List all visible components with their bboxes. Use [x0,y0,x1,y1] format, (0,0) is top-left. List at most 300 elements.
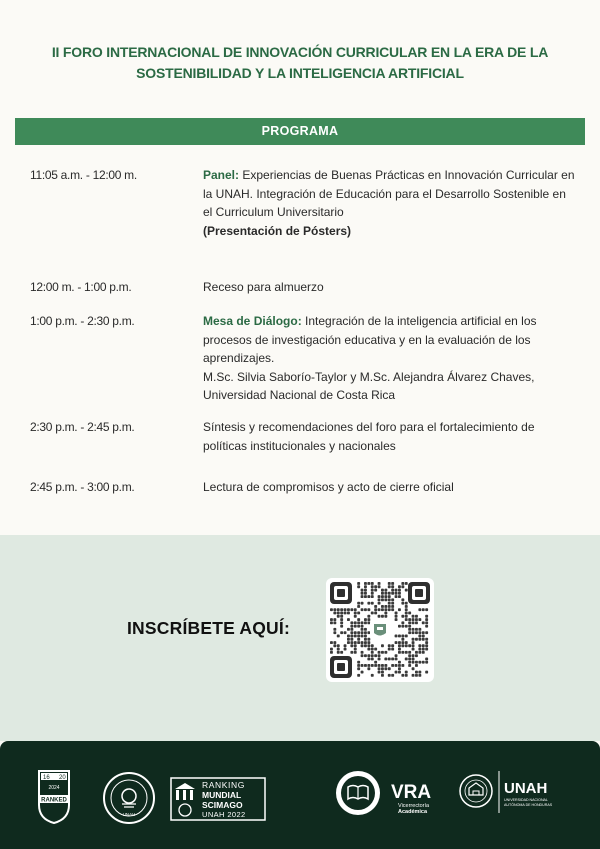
qr-module [333,628,336,631]
qr-module [388,602,391,605]
qr-module [361,625,364,628]
qr-module [401,598,404,601]
qr-module [391,582,394,585]
qr-module [412,654,415,657]
qr-module [422,661,425,664]
schedule-description [203,166,578,240]
qr-module [357,612,360,615]
qr-module [388,582,391,585]
qr-module [398,671,401,674]
qr-module [415,628,418,631]
qr-module [367,664,370,667]
qr-module [418,631,421,634]
qr-module [401,635,404,638]
qr-module [415,615,418,618]
qr-module [395,589,398,592]
unah-line-1: UNIVERSIDAD NACIONAL [504,798,548,802]
qr-module [408,651,411,654]
qr-module [401,585,404,588]
qr-module [408,618,411,621]
qr-module [374,648,377,651]
schedule-time: 12:00 m. - 1:00 p.m. [30,280,132,294]
qr-module [354,621,357,624]
qr-module [384,615,387,618]
qr-module [340,615,343,618]
qr-module [330,648,333,651]
qr-module [425,638,428,641]
qr-module [398,625,401,628]
qr-module [408,621,411,624]
qr-module [364,654,367,657]
qr-module [378,602,381,605]
qr-module [408,658,411,661]
qr-module [364,608,367,611]
qr-module [405,674,408,677]
qr-module [361,654,364,657]
registration-section [0,535,600,741]
qr-module [391,658,394,661]
qr-module [350,641,353,644]
qr-module [401,615,404,618]
qr-module [405,582,408,585]
qr-module [408,625,411,628]
registration-qr-code[interactable] [326,578,434,682]
qr-module [384,605,387,608]
qr-module [337,635,340,638]
qr-module [337,648,340,651]
qr-module [347,641,350,644]
scimago-line-4: UNAH 2022 [202,810,246,819]
qr-module [340,625,343,628]
qr-module [350,631,353,634]
qr-module [405,605,408,608]
qr-module [347,628,350,631]
qr-module [395,641,398,644]
qr-module [364,621,367,624]
qr-module [357,631,360,634]
qr-module [405,615,408,618]
scimago-ranking-logo [170,777,266,821]
qr-module [395,654,398,657]
qr-module [361,644,364,647]
qr-module [395,612,398,615]
qr-module [418,674,421,677]
qr-module [340,612,343,615]
qr-module [357,582,360,585]
qr-module [418,618,421,621]
qr-module [361,641,364,644]
qr-module [381,595,384,598]
qr-module [337,608,340,611]
qr-module [357,641,360,644]
schedule-description [203,418,578,455]
qr-module [398,648,401,651]
qr-module [344,648,347,651]
qr-module [350,625,353,628]
qr-module [333,612,336,615]
qr-module [418,648,421,651]
qr-module [408,631,411,634]
qr-module [401,625,404,628]
ranked-badge-text: RANKED [41,797,67,804]
qr-module [364,592,367,595]
qr-module [364,641,367,644]
qr-module [391,592,394,595]
schedule-time: 11:05 a.m. - 12:00 m. [30,168,137,182]
qr-module [425,658,428,661]
qr-module [354,612,357,615]
qr-module [354,651,357,654]
qr-module [395,592,398,595]
qr-module [371,592,374,595]
qr-module [330,608,333,611]
qr-module [405,602,408,605]
qr-module [337,651,340,654]
qr-module [367,667,370,670]
session-text: Integración de la inteligencia artificial en los procesos de investigación educativa y en la evaluación de los aprendizajes. [203,314,537,365]
qr-module [408,664,411,667]
qr-module [412,658,415,661]
qr-module [381,644,384,647]
qr-module [422,608,425,611]
qr-module [381,664,384,667]
vra-acronym: VRA [391,782,432,803]
qr-module [422,644,425,647]
qr-module [347,638,350,641]
qr-module [354,631,357,634]
qr-module [347,618,350,621]
qr-module [344,608,347,611]
qr-module [361,608,364,611]
qr-module [422,648,425,651]
qr-module [381,598,384,601]
qr-module [391,598,394,601]
qr-module [374,605,377,608]
qr-module [422,631,425,634]
qr-module [381,608,384,611]
qr-module [388,595,391,598]
qr-module [384,651,387,654]
qr-module [398,664,401,667]
qr-module [412,638,415,641]
qr-module [422,635,425,638]
qr-module [378,667,381,670]
qr-module [398,651,401,654]
qr-module [398,595,401,598]
qr-module [384,598,387,601]
schedule-description [203,312,578,405]
schedule-description [203,478,578,497]
qr-module [388,648,391,651]
qr-module [425,615,428,618]
qr-module [381,667,384,670]
qr-module [357,664,360,667]
qr-module [395,635,398,638]
qr-module [357,605,360,608]
qr-module [361,651,364,654]
qr-module [367,582,370,585]
qr-module [384,592,387,595]
qr-module [418,608,421,611]
qr-module [364,628,367,631]
qr-module [350,635,353,638]
qr-module [344,612,347,615]
qr-module [425,625,428,628]
qr-module [405,635,408,638]
qr-module [371,674,374,677]
qr-module [388,605,391,608]
qr-module [398,635,401,638]
qr-module [374,661,377,664]
qr-module [415,638,418,641]
qr-module [425,608,428,611]
qr-module [357,674,360,677]
qr-module [357,585,360,588]
qr-module [361,664,364,667]
qr-module [395,671,398,674]
qr-module [381,674,384,677]
qr-module [425,661,428,664]
qr-module [384,658,387,661]
qr-module [354,608,357,611]
qr-module [374,608,377,611]
qr-module [357,621,360,624]
qr-module [347,608,350,611]
qr-module [401,621,404,624]
qr-module [391,589,394,592]
qr-module [357,635,360,638]
qr-module [391,648,394,651]
qr-module [391,674,394,677]
qr-module [391,608,394,611]
qr-module [384,608,387,611]
qr-module [330,621,333,624]
qr-module [333,608,336,611]
session-text: Experiencias de Buenas Prácticas en Innovación Curricular en la UNAH. Integración de Educación para el Desarrollo Sostenible en el Curriculum Universitario [203,168,575,219]
qr-module [412,618,415,621]
qr-module [381,651,384,654]
qr-finder-bottom-left [330,656,352,678]
registration-label: INSCRÍBETE AQUÍ: [127,618,290,638]
qr-module [378,608,381,611]
qr-module [412,641,415,644]
qr-module [364,631,367,634]
qr-module [340,618,343,621]
qr-module [367,644,370,647]
schedule-time: 1:00 p.m. - 2:30 p.m. [30,314,135,328]
qr-module [398,592,401,595]
title-line-1: II FORO INTERNACIONAL DE INNOVACIÓN CURRICULAR EN LA ERA DE LA [51,44,549,60]
qr-module [425,618,428,621]
qr-module [364,638,367,641]
qr-module [401,582,404,585]
qr-module [357,661,360,664]
qr-module [361,602,364,605]
qr-module [364,644,367,647]
qr-module [412,667,415,670]
qr-module [333,644,336,647]
qr-module [330,651,333,654]
qr-module [384,589,387,592]
qr-module [361,589,364,592]
qr-module [415,621,418,624]
qr-module [405,658,408,661]
session-text: Receso para almuerzo [203,280,324,294]
qr-module [361,635,364,638]
qr-module [378,671,381,674]
qr-module [371,589,374,592]
schedule-description [203,278,578,297]
ranked-badge-years-left: 16 [43,775,50,781]
qr-module [337,615,340,618]
qr-module [371,612,374,615]
qr-module [330,641,333,644]
qr-module [408,654,411,657]
qr-module [367,621,370,624]
qr-module [364,582,367,585]
qr-module [340,608,343,611]
qr-module [374,654,377,657]
qr-module [357,602,360,605]
qr-module [388,674,391,677]
qr-module [398,589,401,592]
qr-module [384,664,387,667]
qr-module [378,651,381,654]
qr-module [371,582,374,585]
qr-module [398,641,401,644]
qr-module [384,612,387,615]
qr-module [418,628,421,631]
qr-module [364,585,367,588]
qr-module [378,598,381,601]
qr-module [388,598,391,601]
qr-module [401,602,404,605]
qr-module [418,644,421,647]
qr-module [395,658,398,661]
qr-module [415,661,418,664]
qr-module [378,615,381,618]
qr-module [425,644,428,647]
qr-module [384,595,387,598]
qr-module [374,612,377,615]
qr-module [354,635,357,638]
session-text: Síntesis y recomendaciones del foro para el fortalecimiento de políticas institucionales y nacionales [203,420,535,453]
schedule-time: 2:45 p.m. - 3:00 p.m. [30,480,135,494]
program-heading: PROGRAMA [15,118,585,145]
qr-module [367,602,370,605]
qr-module [415,671,418,674]
qr-module [354,615,357,618]
qr-module [405,612,408,615]
session-note: (Presentación de Pósters) [203,223,352,238]
qr-module [405,671,408,674]
qr-module [401,674,404,677]
qr-module [412,621,415,624]
qr-module [371,644,374,647]
vra-logo [334,769,440,819]
qr-module [388,608,391,611]
qr-module [412,615,415,618]
qr-module [415,654,418,657]
qr-module [381,671,384,674]
qr-module [364,589,367,592]
unah-acronym: UNAH [504,780,548,797]
qr-module [367,631,370,634]
qr-module [350,608,353,611]
qr-module [418,635,421,638]
qr-module [415,664,418,667]
qr-module [422,651,425,654]
qr-module [425,621,428,624]
page-title [20,42,580,84]
qr-module [347,635,350,638]
qr-module [361,595,364,598]
qr-module [405,625,408,628]
qr-module [378,582,381,585]
qr-module [337,612,340,615]
qr-module [374,589,377,592]
qr-module [374,664,377,667]
qr-module [415,651,418,654]
vra-line-2: Académica [398,809,428,815]
schedule-time: 2:30 p.m. - 2:45 p.m. [30,420,135,434]
qr-module [364,595,367,598]
qr-module [354,625,357,628]
session-type-label: Mesa de Diálogo: [203,314,302,328]
qr-module [408,612,411,615]
qr-module [350,651,353,654]
qr-module [391,605,394,608]
qr-module [350,638,353,641]
qr-module [418,638,421,641]
qr-module [364,635,367,638]
qr-module [344,631,347,634]
qr-module [418,651,421,654]
qr-module [333,641,336,644]
seal-text: UNAH [122,812,136,817]
qr-module [364,664,367,667]
qr-module [371,585,374,588]
qr-module [425,648,428,651]
qr-module [333,621,336,624]
qr-module [391,664,394,667]
qr-module [350,621,353,624]
qr-module [367,638,370,641]
session-type-label: Panel: [203,168,240,182]
qr-module [401,644,404,647]
qr-module [388,644,391,647]
unah-logo [458,765,568,821]
qr-module [391,644,394,647]
qr-module [401,664,404,667]
qr-module [405,641,408,644]
qr-finder-top-left [330,582,352,604]
qr-module [367,648,370,651]
qr-module [398,608,401,611]
qr-module [415,631,418,634]
scimago-line-3: SCIMAGO [202,800,243,810]
qr-module [347,612,350,615]
qr-module [330,618,333,621]
scimago-line-2: MUNDIAL [202,790,242,800]
qr-module [381,589,384,592]
qr-module [391,602,394,605]
qr-module [371,648,374,651]
qr-module [378,654,381,657]
qr-module [408,644,411,647]
qr-module [371,658,374,661]
qr-module [408,661,411,664]
